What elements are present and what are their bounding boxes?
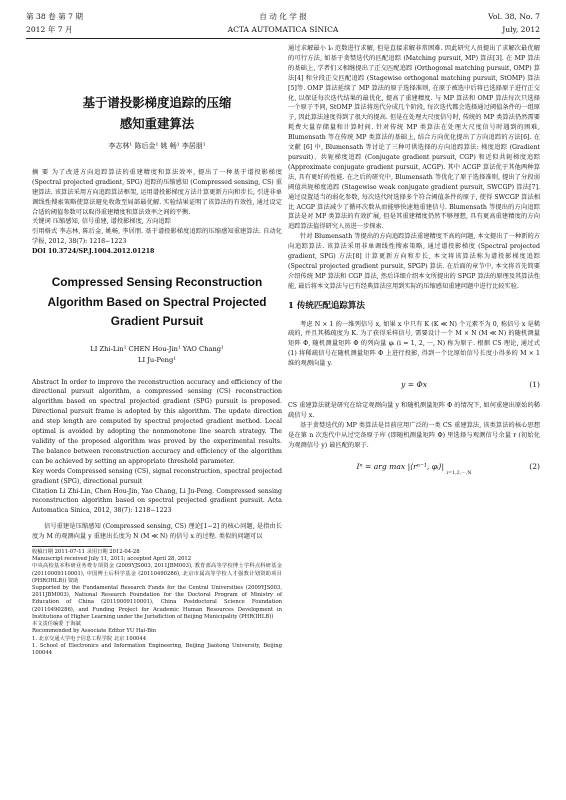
date-en: July, 2012 xyxy=(502,25,540,34)
footnote: Manuscript received July 11, 2011; accepted April 28, 2012 xyxy=(32,556,192,563)
title-en-line3: Gradient Pursuit xyxy=(110,314,204,329)
equation-2-number: (2) xyxy=(529,461,540,471)
citation-en: Citation Li Zhi-Lin, Chen Hou-Jin, Yao Chang, Li Ju-Peng. Compressed sensing reconstruction algorithm based on spectral projected gradient pursuit. Acta Automatica Sinica, 2012, 38(7): 1218−1223 xyxy=(32,487,282,515)
body-paragraph: 通过求解最小 l₀ 范数进行求解, 但是直接求解非常困难. 因此研究人员提出了求解次最优解的可行方法, 如基于贪婪迭代的匹配追踪 (Matching pursuit, MP) 算法[3]. 在 MP 算法的基础上, 学者们又相继提出了正交匹配追踪 (Orthogonal matching pursuit, OMP) 算法[4] 和分段正交匹配追踪 (Stagewise orthogonal matching pursuit, StOMP) 算法[5]等. OMP 算法延续了 MP 算法的原子选择准则, 在原子被选中后将已选择原子进行正交化, 以保证每次迭代结果的最优化, 提高了重建精度. 与 MP 算法和 OMP 算法每次只选择一个原子不同, StOMP 算法将迭代分成几个阶段, 每次迭代都会选择通过阈值条件的一组原子, 因此算法速度得到了很大的提高. 但是在处理大尺度信号时, 传统的 MP 类算法仍然需要耗费大量存储量和计算时间. 针对传统 MP 类算法在处理大尺度信号时遇到的困难, Blumensath 等在传统 MP 类算法的基础上, 结合方向优化提出了方向追踪的方法[6]. 在文献 [6] 中, Blumensath 等讨论了三种可供选择的方向追踪算法: 梯度追踪 (Gradient pursuit)、共轭梯度追踪 (Conjugate gradient pursuit, CGP) 和近似共轭梯度追踪 (Approximate conjugate gradient pursuit, ACGP). 其中 ACGP 算法优于其他两种算法, 具有更好的性能. 在之后的研究中, Blumensath 等优化了原子选择准则, 提出了分段弱阈值共轭梯度追踪 (Stagewise weak conjugate gradient pursuit, SWCGP) 算法[7]. 通过设置适当的弱化参数, 每次迭代时选择多个符合阈值条件的原子, 使得 SWCGP 算法相比 ACGP 算法减少了循环次数从而能够快速地重建信号. Blumensath 等提出的方向追踪算法是对 MP 类算法的有效扩展, 但是其重建精度仍然不够理想, 具有更高重建精度的方向追踪算法值得研究人员进一步探索. xyxy=(288,45,540,231)
keywords-en: Key words Compressed sensing (CS), signal reconstruction, spectral projected gradient (SPG), directional pursuit xyxy=(32,467,282,485)
equation-1-number: (1) xyxy=(529,380,540,390)
abstract-en: Abstract In order to improve the reconstruction accuracy and efficiency of the directional pursuit algorithm, a compressed sensing (CS) reconstruction algorithm based on spectral projected gradient (SPG) pursuit is proposed. Directional pursuit frame is adopted by this algorithm. The update direction and step length are computed by spectral projected gradient method. Local optimal is avoided by adopting the nonmonotone line search strategy. The validity of the proposed algorithm was proved by the experimental results. The balance between reconstruction accuracy and efficiency of the algorithm can be achieved by setting an appropriate threshold parameter. xyxy=(32,378,282,465)
footnote: 收稿日期 2011-07-11 录用日期 2012-04-28 xyxy=(32,549,140,556)
footnote: Supported by the Fundamental Research Funds for the Central Universities (2009YJS003, 2011JBM003), National Research Foundation for the Doctoral Program of Ministry of Education of China (20110009110001), China Postdoctoral Science Foundation (20110490286), and Funding Project for Academic Human Resources Development in Institutions of Higher Learning under the Jurisdiction of Beijing Municipality (PHR(IHLB)) xyxy=(32,585,282,620)
right-column xyxy=(288,44,540,483)
body-paragraph: CS 重建算法就是研究在给定观测向量 y 和随机测量矩阵 Φ 的情况下, 如何重建出原始的稀疏信号 x. xyxy=(288,402,540,419)
journal-name-en: ACTA AUTOMATICA SINICA xyxy=(227,25,339,34)
title-cn-line2: 感知重建算法 xyxy=(119,116,195,131)
authors-en xyxy=(32,344,282,366)
footnote: Recommended by Associate Editor YU Hai-Bin xyxy=(32,628,157,635)
intro-paragraph: 信号重建是压缩感知 (Compressed sensing, CS) 理论[1−2] 的核心问题, 是指由长度为 M 的观测向量 y 重建出长度为 N (M ≪ N) 的信号 x 的过程. 类似的问题可以 xyxy=(32,523,282,541)
section-heading: 1 传统匹配追踪算法 xyxy=(288,300,365,311)
title-en-line2: Algorithm Based on Spectral Projected xyxy=(47,294,267,309)
title-cn-line1: 基于谱投影梯度追踪的压缩 xyxy=(82,95,232,110)
body-paragraph: 基于贪婪迭代的 MP 类算法是目前应用广泛的一类 CS 重建算法, 该类算法的核心思想是在第 n 次迭代中从过完备原子库 (即随机测量矩阵 Φ) 里选择与观测信号余量 r (初始化为观测信号 y) 最匹配的原子. xyxy=(288,421,540,449)
footnote: 中央高校基本科研业务费专项资金 (2009YJS003, 2011JBM003), 教育部高等学校博士学科点科研基金 (20110009110001), 中国博士后科学基金 (20110490286), 北京市属高等学校人才强教计划资助项目 (PHR(IHLB)) 资助 xyxy=(32,563,282,584)
equation-2-subscript: i=1,2,···,N xyxy=(446,470,472,476)
volume-issue-cn: 第 38 卷 第 7 期 xyxy=(26,12,83,21)
citation-cn: 引用格式 李志林, 陈后金, 姚畅, 李居朋. 基于谱投影梯度追踪的压缩感知重建算法. 自动化学报, 2012, 38(7): 1218−1223 xyxy=(32,228,282,246)
title-cn xyxy=(32,92,282,134)
date-cn: 2012 年 7 月 xyxy=(26,25,73,34)
journal-name-cn: 自 动 化 学 报 xyxy=(259,12,307,21)
authors-en-line2: LI Ju-Peng¹ xyxy=(138,355,176,364)
body-paragraph: 针对 Blumensath 等提出的方向追踪算法重建精度不高的问题, 本文提出了一种新的方向追踪算法. 该算法采用非单调线性搜索策略, 通过谱投影梯度 (Spectral projected gradient, SPG) 方法[8] 计算更新方向和步长, 本文将该算法称为谱投影梯度追踪 (Spectral projected gradient pursuit, SPGP) 算法. 在后面的章节中, 本文将首先简要介绍传统 MP 算法和 CGP 算法, 然后详细介绍本文所提出的 SPGP 算法的原理及其算法性能, 最后将本文算法与已有经典算法应用到实际的压缩感知重建问题中进行比较实验. xyxy=(288,233,540,290)
equation-1-body: y = Φx xyxy=(401,380,427,390)
footnote: 本文责任编委 于海斌 xyxy=(32,621,81,628)
title-en-line1: Compressed Sensing Reconstruction xyxy=(51,275,263,290)
volume-issue-en: Vol. 38, No. 7 xyxy=(488,12,540,21)
keywords-cn: 关键词 压缩感知, 信号重建, 谱投影梯度, 方向追踪 xyxy=(32,218,171,226)
equation-1 xyxy=(288,378,540,392)
footnote: 1. 北京交通大学电子信息工程学院 北京 100044 xyxy=(32,635,147,642)
authors-en-line1: LI Zhi-Lin¹ CHEN Hou-Jin¹ YAO Chang¹ xyxy=(90,344,224,353)
header-rule xyxy=(26,38,540,39)
title-en xyxy=(32,273,282,332)
left-column xyxy=(32,76,282,657)
body-paragraph: 考虑 N × 1 的一维列信号 x, 如果 x 中只有 K (K ≪ N) 个元素不为 0, 称信号 x 是稀疏的, 并且其稀疏度为 K. 为了获得采样信号, 需要设计一个 M × N (M ≪ N) 的随机测量矩阵 Φ, 随机测量矩阵 Φ 的列向量 φᵢ (i = 1, 2, ···, N) 称为原子. 根据 CS 理论, 通过式 (1) 将稀疏信号在随机测量矩阵 Φ 上进行投影, 得到一个比原始信号长度小得多的 M × 1 维的观测向量 y. xyxy=(288,320,540,368)
equation-2 xyxy=(288,460,540,474)
abstract-cn: 摘 要 为了改进方向追踪算法的重建精度和算法效率, 提出了一种基于谱投影梯度 (Spectral projected gradient, SPG) 追踪的压缩感知 (Compressed sensing, CS) 重建算法. 该算法采用方向追踪算法框架, 运用谱投影梯度方法计算更新方向和步长, 引进非单调线性搜索策略使算法避免收敛至局部最优解. 实验结果证明了该算法的有效性, 通过设定合适的阈值参数可以取得重建精度和算法效率之间的平衡. xyxy=(32,168,282,216)
footnote-rule xyxy=(32,546,112,547)
footnote: 1. School of Electronics and Information Engineering, Beijing Jiaotong University, Beijing 100044 xyxy=(32,642,282,656)
doi: DOI 10.3724/SP.J.1004.2012.01218 xyxy=(32,248,155,256)
authors-cn: 李志林¹ 陈后金¹ 姚 畅¹ 李居朋¹ xyxy=(108,142,206,150)
equation-2-body: Iⁿ = arg max |⟨rⁿ⁻¹, φᵢ⟩| xyxy=(356,461,445,471)
